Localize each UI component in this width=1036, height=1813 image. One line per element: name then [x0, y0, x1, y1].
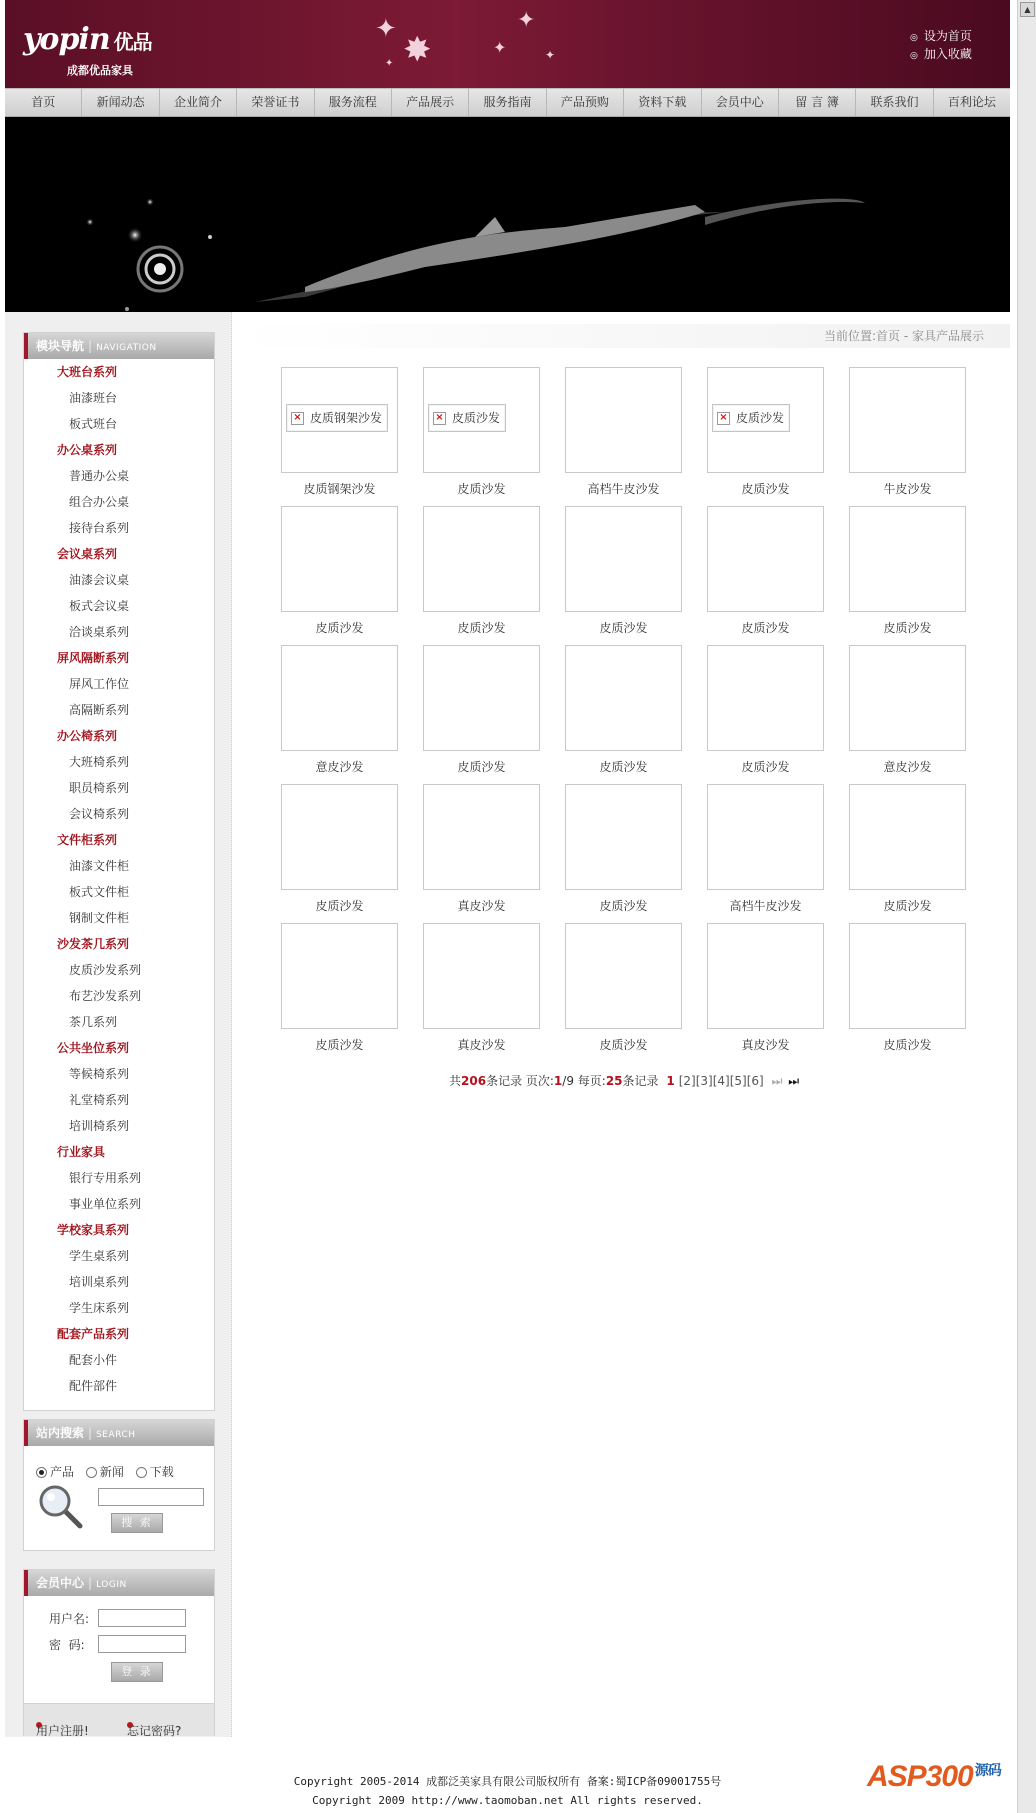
- page-link[interactable]: [2]: [678, 1074, 696, 1088]
- product-image[interactable]: [281, 645, 398, 751]
- category-item[interactable]: 板式会议桌: [69, 599, 130, 613]
- password-label: 密 码:: [49, 1638, 85, 1652]
- category-item[interactable]: 学生桌系列: [69, 1249, 130, 1263]
- site-logo[interactable]: [23, 22, 152, 57]
- product-name[interactable]: 皮质沙发: [883, 1038, 932, 1052]
- category-item[interactable]: 高隔断系列: [69, 703, 130, 717]
- nav-item[interactable]: 服务指南: [469, 89, 546, 116]
- product-card[interactable]: [565, 506, 682, 644]
- product-card[interactable]: [565, 645, 682, 783]
- product-image[interactable]: [565, 367, 682, 473]
- product-name[interactable]: 皮质沙发: [599, 760, 648, 774]
- nav-item[interactable]: 企业简介: [160, 89, 237, 116]
- nav-panel-title: 模块导航 | NAVIGATION: [24, 333, 214, 359]
- category-item[interactable]: 配套小件: [69, 1353, 118, 1367]
- product-card[interactable]: [707, 784, 824, 922]
- member-panel-title: 会员中心 | LOGIN: [24, 1570, 214, 1596]
- product-name[interactable]: 皮质沙发: [315, 899, 364, 913]
- banner: [5, 117, 1010, 312]
- page-link[interactable]: [3]: [695, 1074, 713, 1088]
- product-image[interactable]: [849, 784, 966, 890]
- bullet-icon: ◎: [910, 51, 918, 61]
- username-label: 用户名:: [49, 1612, 90, 1626]
- radio-download[interactable]: 下载: [136, 1465, 174, 1479]
- next-page-icon[interactable]: ⏭: [771, 1074, 783, 1088]
- category-item[interactable]: 板式文件柜: [69, 885, 130, 899]
- broken-image-icon: ×: [291, 412, 304, 425]
- product-card[interactable]: [281, 506, 398, 644]
- product-card[interactable]: [281, 923, 398, 1061]
- category-heading[interactable]: 文件柜系列: [57, 833, 118, 847]
- nav-item[interactable]: 荣誉证书: [237, 89, 314, 116]
- password-input[interactable]: [98, 1635, 186, 1653]
- product-name[interactable]: 皮质沙发: [599, 621, 648, 635]
- login-button[interactable]: 登 录: [111, 1662, 163, 1682]
- main-nav: [5, 88, 1010, 117]
- product-card[interactable]: [565, 923, 682, 1061]
- category-item[interactable]: 学生床系列: [69, 1301, 130, 1315]
- nav-item[interactable]: 服务流程: [315, 89, 392, 116]
- star-decoration-icon: ✸: [403, 30, 432, 70]
- search-button[interactable]: 搜 索: [111, 1513, 163, 1533]
- nav-item[interactable]: 留 言 簿: [779, 89, 856, 116]
- product-name[interactable]: 皮质沙发: [741, 621, 790, 635]
- search-options: [36, 1463, 174, 1480]
- product-card[interactable]: [423, 645, 540, 783]
- star-decoration-icon: ✦: [385, 58, 394, 69]
- banner-graphic: [5, 117, 1010, 312]
- nav-item[interactable]: 产品展示: [392, 89, 469, 116]
- nav-item[interactable]: 首页: [5, 89, 82, 116]
- star-decoration-icon: ✦: [493, 38, 507, 57]
- product-name[interactable]: 皮质沙发: [457, 482, 506, 496]
- footer: [5, 1772, 1010, 1810]
- scroll-up-arrow-icon[interactable]: ▲: [1020, 2, 1035, 17]
- pagination: 共206条记录 页次:1/9 每页:25条记录 1 [2][3][4][5][6] ⏭ ⏭: [448, 1074, 800, 1088]
- site-header: [5, 0, 1010, 88]
- magnifier-icon: [38, 1484, 84, 1530]
- category-item[interactable]: 银行专用系列: [69, 1171, 142, 1185]
- broken-image-placeholder: × 皮质钢架沙发: [286, 404, 388, 432]
- current-page: 1: [666, 1074, 675, 1088]
- radio-icon: [136, 1467, 147, 1478]
- product-image[interactable]: [565, 784, 682, 890]
- product-card[interactable]: [281, 645, 398, 783]
- product-name[interactable]: 皮质沙发: [883, 621, 932, 635]
- product-card[interactable]: [423, 784, 540, 922]
- search-panel: [23, 1419, 215, 1551]
- product-image[interactable]: [707, 923, 824, 1029]
- product-name[interactable]: 意皮沙发: [315, 760, 364, 774]
- product-card[interactable]: [281, 367, 398, 505]
- product-card[interactable]: [849, 367, 966, 505]
- page-wrapper: [5, 0, 1010, 1807]
- category-item[interactable]: 油漆班台: [69, 391, 118, 405]
- product-image[interactable]: [565, 506, 682, 612]
- broken-image-icon: ×: [717, 412, 730, 425]
- header-links: [910, 28, 972, 64]
- category-item[interactable]: 大班椅系列: [69, 755, 130, 769]
- product-image[interactable]: [423, 784, 540, 890]
- category-item[interactable]: 等候椅系列: [69, 1067, 130, 1081]
- product-name[interactable]: 皮质沙发: [315, 621, 364, 635]
- product-image[interactable]: [423, 923, 540, 1029]
- page-link[interactable]: [4]: [712, 1074, 730, 1088]
- category-heading[interactable]: 大班台系列: [57, 365, 118, 379]
- star-decoration-icon: ✦: [375, 14, 397, 44]
- product-name[interactable]: 皮质沙发: [599, 1038, 648, 1052]
- footer-copyright: Copyright 2005-2014 成都泛美家具有限公司版权所有 备案:蜀ICP备09001755号: [293, 1775, 722, 1788]
- search-panel-title: 站内搜索 | SEARCH: [24, 1420, 214, 1446]
- product-image[interactable]: [281, 923, 398, 1029]
- page-scrollbar[interactable]: [1017, 0, 1036, 1813]
- star-decoration-icon: ✦: [545, 48, 556, 62]
- category-heading[interactable]: 学校家具系列: [57, 1223, 130, 1237]
- product-image[interactable]: [707, 367, 824, 473]
- product-name[interactable]: 皮质沙发: [315, 1038, 364, 1052]
- sidebar: [5, 312, 232, 1737]
- category-heading[interactable]: 会议桌系列: [57, 547, 118, 561]
- product-card[interactable]: [423, 506, 540, 644]
- product-card[interactable]: [423, 367, 540, 505]
- category-item[interactable]: 配件部件: [69, 1379, 118, 1393]
- member-panel: [23, 1569, 215, 1736]
- page-links: [679, 1074, 764, 1088]
- product-image[interactable]: [565, 645, 682, 751]
- product-card[interactable]: [849, 923, 966, 1061]
- nav-panel: [23, 332, 215, 1411]
- product-image[interactable]: [849, 923, 966, 1029]
- star-decoration-icon: ✦: [517, 8, 536, 33]
- product-card[interactable]: [707, 923, 824, 1061]
- broken-image-placeholder: × 皮质沙发: [712, 404, 790, 432]
- username-input[interactable]: [98, 1609, 186, 1627]
- category-item[interactable]: 屏风工作位: [69, 677, 130, 691]
- product-image[interactable]: [281, 506, 398, 612]
- category-item[interactable]: 钢制文件柜: [69, 911, 130, 925]
- product-name[interactable]: 皮质沙发: [457, 760, 506, 774]
- category-heading[interactable]: 办公桌系列: [57, 443, 118, 457]
- category-item[interactable]: 组合办公桌: [69, 495, 130, 509]
- bullet-icon: ◎: [910, 33, 918, 43]
- product-image[interactable]: [423, 645, 540, 751]
- last-page-icon[interactable]: ⏭: [788, 1074, 800, 1088]
- breadcrumb: 当前位置:首页 - 家具产品展示: [238, 324, 1010, 348]
- product-card[interactable]: [707, 506, 824, 644]
- product-name[interactable]: 真皮沙发: [457, 899, 506, 913]
- product-card[interactable]: [707, 645, 824, 783]
- product-name[interactable]: 皮质沙发: [883, 899, 932, 913]
- radio-checked-icon: [36, 1467, 47, 1478]
- product-name[interactable]: 皮质钢架沙发: [303, 482, 376, 496]
- product-image[interactable]: [281, 784, 398, 890]
- category-heading[interactable]: 配套产品系列: [57, 1327, 130, 1341]
- product-image[interactable]: [565, 923, 682, 1029]
- product-name[interactable]: 意皮沙发: [883, 760, 932, 774]
- product-card[interactable]: [849, 645, 966, 783]
- category-item[interactable]: 皮质沙发系列: [69, 963, 142, 977]
- main-area: [5, 312, 1010, 1737]
- page-link[interactable]: [5]: [729, 1074, 747, 1088]
- product-image[interactable]: [281, 367, 398, 473]
- logo-subtitle: 成都优品家具: [67, 64, 133, 77]
- category-item[interactable]: 培训椅系列: [69, 1119, 130, 1133]
- watermark-logo: ASP300 $^{源码}$: [867, 1760, 1001, 1793]
- product-name[interactable]: 皮质沙发: [741, 760, 790, 774]
- nav-item[interactable]: 百利论坛: [947, 95, 996, 109]
- category-item[interactable]: 油漆会议桌: [69, 573, 130, 587]
- category-list: [24, 359, 214, 1399]
- category-item[interactable]: 礼堂椅系列: [69, 1093, 130, 1107]
- category-item[interactable]: 会议椅系列: [69, 807, 130, 821]
- set-homepage-link[interactable]: ◎ 设为首页: [910, 29, 972, 43]
- product-name[interactable]: 真皮沙发: [457, 1038, 506, 1052]
- category-item[interactable]: 油漆文件柜: [69, 859, 130, 873]
- product-name[interactable]: 皮质沙发: [599, 899, 648, 913]
- nav-item[interactable]: 新闻动态: [82, 89, 159, 116]
- category-item[interactable]: 培训桌系列: [69, 1275, 130, 1289]
- product-card[interactable]: [849, 506, 966, 644]
- category-item[interactable]: 茶几系列: [69, 1015, 118, 1029]
- footer-credit: Copyright 2009 http://www.taomoban.net All rights reserved.: [312, 1794, 703, 1807]
- product-image[interactable]: [423, 506, 540, 612]
- category-heading[interactable]: 公共坐位系列: [57, 1041, 130, 1055]
- category-item[interactable]: 事业单位系列: [69, 1197, 142, 1211]
- search-input[interactable]: [98, 1488, 204, 1506]
- product-image[interactable]: [707, 506, 824, 612]
- product-image[interactable]: [423, 367, 540, 473]
- product-name[interactable]: 高档牛皮沙发: [587, 482, 660, 496]
- category-item[interactable]: 布艺沙发系列: [69, 989, 142, 1003]
- radio-news[interactable]: 新闻: [86, 1465, 124, 1479]
- category-item[interactable]: 接待台系列: [69, 521, 130, 535]
- category-item[interactable]: 洽谈桌系列: [69, 625, 130, 639]
- category-heading[interactable]: 办公椅系列: [57, 729, 118, 743]
- category-item[interactable]: 职员椅系列: [69, 781, 130, 795]
- radio-product[interactable]: 产品: [36, 1465, 74, 1479]
- nav-item[interactable]: 产品预购: [547, 89, 624, 116]
- category-heading[interactable]: 屏风隔断系列: [57, 651, 130, 665]
- product-card[interactable]: [565, 784, 682, 922]
- product-name[interactable]: 高档牛皮沙发: [729, 899, 802, 913]
- product-image[interactable]: [849, 506, 966, 612]
- page-link[interactable]: [6]: [746, 1074, 764, 1088]
- product-image[interactable]: [707, 645, 824, 751]
- product-name[interactable]: 真皮沙发: [741, 1038, 790, 1052]
- product-card[interactable]: [849, 784, 966, 922]
- logo-text: yopin: [23, 22, 110, 57]
- product-card[interactable]: [423, 923, 540, 1061]
- product-name[interactable]: 皮质沙发: [457, 621, 506, 635]
- radio-icon: [86, 1467, 97, 1478]
- product-card[interactable]: [707, 367, 824, 505]
- category-heading[interactable]: 沙发茶几系列: [57, 937, 130, 951]
- broken-image-icon: ×: [433, 412, 446, 425]
- product-image[interactable]: [849, 645, 966, 751]
- broken-image-placeholder: × 皮质沙发: [428, 404, 506, 432]
- category-item[interactable]: 普通办公桌: [69, 469, 130, 483]
- product-image[interactable]: [707, 784, 824, 890]
- nav-item[interactable]: 资料下载: [624, 89, 701, 116]
- nav-item[interactable]: 会员中心: [702, 89, 779, 116]
- nav-item[interactable]: 联系我们: [856, 89, 933, 116]
- category-item[interactable]: 板式班台: [69, 417, 118, 431]
- logo-cn: 优品: [113, 30, 152, 54]
- product-card[interactable]: [565, 367, 682, 505]
- product-name[interactable]: 皮质沙发: [741, 482, 790, 496]
- category-heading[interactable]: 行业家具: [57, 1145, 106, 1159]
- member-links: 用户注册! 忘记密码?: [24, 1703, 214, 1736]
- add-favorite-link[interactable]: ◎ 加入收藏: [910, 47, 972, 61]
- product-image[interactable]: [849, 367, 966, 473]
- product-card[interactable]: [281, 784, 398, 922]
- product-name[interactable]: 牛皮沙发: [883, 482, 932, 496]
